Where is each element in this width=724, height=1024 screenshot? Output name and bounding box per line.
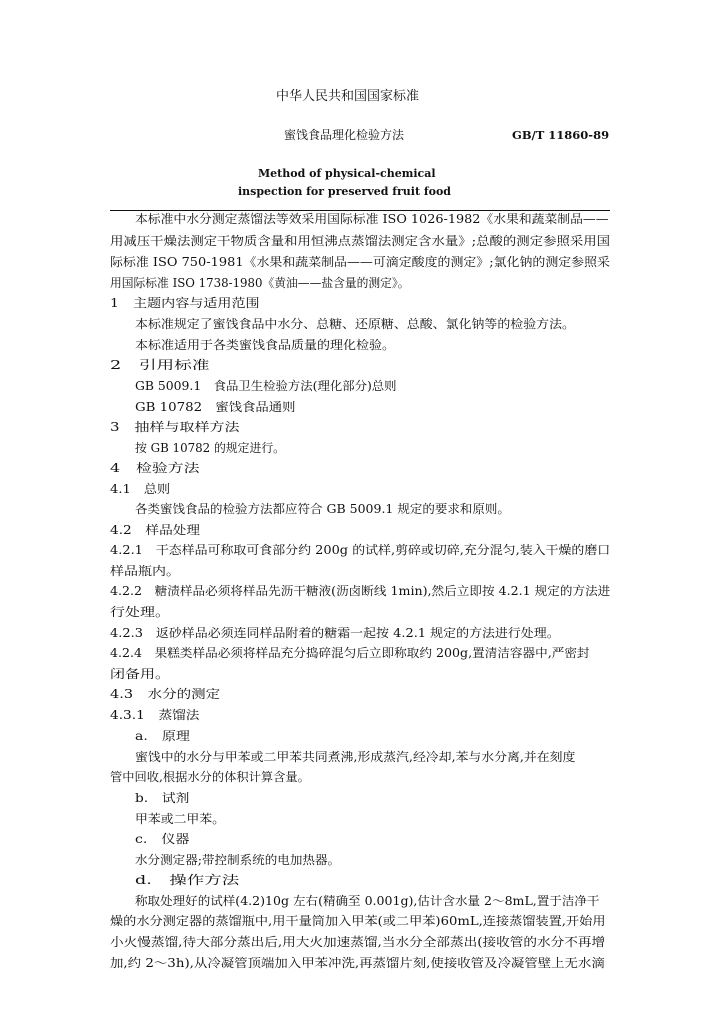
text-line: 4.2.2 糖渍样品必须将样品先沥干糖液(沥卤断线 1min),然后立即按 4.2.1 规定的方法进 <box>110 584 611 598</box>
text-line: 加,约 2～3h),从冷凝管顶端加入甲苯冲洗,再蒸馏片刻,使接收管及冷凝管壁上无水滴 <box>110 956 605 970</box>
national-standard-heading: 中华人民共和国国家标准 <box>276 89 420 104</box>
text-line: 燥的水分测定器的蒸馏瓶中,用干量筒加入甲苯(或二甲苯)60mL,连接蒸馏装置,开始用 <box>110 914 606 928</box>
standard-code: GB/T 11860-89 <box>512 128 610 142</box>
text-line: 水分测定器;带控制系统的电加热器。 <box>135 853 341 867</box>
text-line: 用减压干燥法测定干物质含量和用恒沸点蒸馏法测定含水量》;总酸的测定参照采用国 <box>110 234 611 248</box>
text-line: 2 引用标准 <box>110 358 210 372</box>
text-line: b. 试剂 <box>135 791 190 805</box>
text-line: 按 GB 10782 的规定进行。 <box>135 441 286 455</box>
text-line: 本标准适用于各类蜜饯食品质量的理化检验。 <box>135 338 396 352</box>
standard-title-en-1: Method of physical-chemical <box>258 167 436 180</box>
text-line: 甲苯或二甲苯。 <box>135 812 226 826</box>
standard-title-cn: 蜜饯食品理化检验方法 <box>284 128 405 142</box>
text-line: 小火慢蒸馏,待大部分蒸出后,用大火加速蒸馏,当水分全部蒸出(接收管的水分不再增 <box>110 935 606 949</box>
text-line: 称取处理好的试样(4.2)10g 左右(精确至 0.001g),估计含水量 2～8mL,置于洁净干 <box>135 894 600 908</box>
text-line: 各类蜜饯食品的检验方法都应符合 GB 5009.1 规定的要求和原则。 <box>135 502 510 516</box>
text-line: 1 主题内容与适用范围 <box>110 296 260 310</box>
text-line: 际标准 ISO 750-1981《水果和蔬菜制品——可滴定酸度的测定》;氯化钠的测定参照采 <box>110 255 610 269</box>
text-line: 3 抽样与取样方法 <box>110 420 240 434</box>
text-line: 闭备用。 <box>110 667 171 681</box>
text-line: 4.1 总则 <box>110 482 171 496</box>
text-line: 4.2.4 果糕类样品必须将样品充分捣碎混匀后立即称取约 200g,置清洁容器中,严密封 <box>110 646 590 660</box>
text-line: a. 原理 <box>135 729 190 743</box>
text-line: 管中回收,根据水分的体积计算含量。 <box>110 770 310 784</box>
text-line: 样品瓶内。 <box>110 564 181 578</box>
text-line: 4.2.1 干态样品可称取可食部分约 200g 的试样,剪碎或切碎,充分混匀,装入干燥的磨口 <box>110 543 611 557</box>
text-line: 4.3.1 蒸馏法 <box>110 708 200 722</box>
text-line: 行处理。 <box>110 605 171 619</box>
text-line: GB 5009.1 食品卫生检验方法(理化部分)总则 <box>135 379 397 393</box>
text-line: 4.2 样品处理 <box>110 523 201 537</box>
text-line: 本标准中水分测定蒸馏法等效采用国际标准 ISO 1026-1982《水果和蔬菜制品—— <box>135 212 609 226</box>
text-line: 4 检验方法 <box>110 461 200 475</box>
text-line: d. 操作方法 <box>135 873 240 887</box>
text-line: 蜜饯中的水分与甲苯或二甲苯共同煮沸,形成蒸汽,经冷却,苯与水分离,并在刻度 <box>135 750 576 764</box>
text-line: 4.3 水分的测定 <box>110 687 221 701</box>
text-line: c. 仪器 <box>135 832 190 846</box>
text-line: 本标准规定了蜜饯食品中水分、总糖、还原糖、总酸、氯化钠等的检验方法。 <box>135 317 576 331</box>
text-line: 用国际标准 ISO 1738-1980《黄油——盐含量的测定》。 <box>110 276 410 290</box>
standard-title-en-2: inspection for preserved fruit food <box>238 185 451 198</box>
text-line: GB 10782 蜜饯食品通则 <box>135 400 296 414</box>
text-line: 4.2.3 返砂样品必须连同样品附着的糖霜一起按 4.2.1 规定的方法进行处理。 <box>110 626 560 640</box>
